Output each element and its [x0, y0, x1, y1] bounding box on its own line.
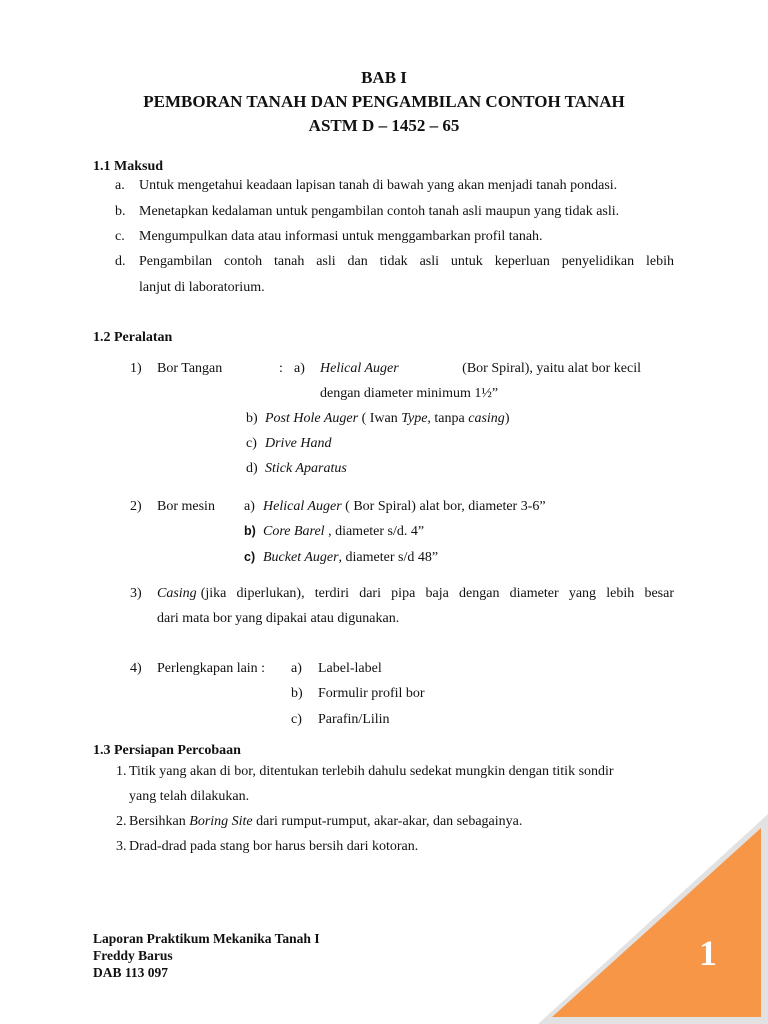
list-item-text-cont: yang telah dilakukan.: [129, 789, 250, 804]
term: casing: [468, 411, 505, 426]
sub-item-text: Formulir profil bor: [318, 686, 425, 701]
term: Post Hole Auger: [265, 411, 359, 426]
sub-marker: c): [291, 712, 302, 727]
text-part: dari rumput-rumput, akar-akar, dan sebagainya.: [252, 814, 523, 829]
item-number: 2): [130, 499, 142, 514]
chapter-title: PEMBORAN TANAH DAN PENGAMBILAN CONTOH TANAH: [143, 92, 625, 111]
list-marker: 1.: [116, 764, 127, 779]
chapter-label: BAB I: [361, 68, 407, 87]
list-item-text: Menetapkan kedalaman untuk pengambilan contoh tanah asli maupun yang tidak asli.: [139, 204, 620, 219]
item-label: Perlengkapan lain :: [157, 661, 266, 676]
casing-line: [157, 586, 674, 602]
sub-marker: d): [246, 461, 258, 476]
list-marker: b.: [115, 204, 126, 219]
casing-text-cont: dari mata bor yang dipakai atau digunakan.: [157, 611, 400, 626]
sub-item-b: [265, 411, 509, 427]
sub-marker: b): [244, 524, 256, 538]
list-item-text: Drad-drad pada stang bor harus bersih dari kotoran.: [129, 839, 419, 854]
sub-item-a: [263, 499, 546, 515]
sub-marker: a): [244, 499, 255, 514]
sub-item-b: [263, 524, 424, 540]
item-label: Bor Tangan: [157, 361, 223, 376]
sub-marker: c): [246, 436, 257, 451]
section-heading-maksud: 1.1 Maksud: [93, 159, 164, 174]
term: Core Barel: [263, 524, 325, 539]
colon: :: [279, 361, 283, 376]
list-marker: a.: [115, 178, 125, 193]
sub-marker: a): [291, 661, 302, 676]
list-item-text: Pengambilan contoh tanah asli dan tidak asli untuk keperluan penyelidikan lebih: [139, 254, 674, 269]
sub-marker: b): [246, 411, 258, 426]
item-label: Bor mesin: [157, 499, 215, 514]
sub-marker: c): [244, 550, 256, 564]
item-number: 3): [130, 586, 142, 601]
sub-item-c: [263, 550, 438, 566]
text-part: , diameter s/d. 4”: [324, 524, 425, 539]
section-heading-peralatan: 1.2 Peralatan: [93, 330, 173, 345]
term: Casing: [157, 586, 197, 601]
text-part: , diameter s/d 48”: [338, 550, 439, 565]
text-part: ): [504, 411, 510, 426]
list-item-text: [129, 814, 522, 830]
footer-author: Freddy Barus: [93, 948, 173, 963]
term: Drive Hand: [265, 436, 332, 451]
sub-item-text: Parafin/Lilin: [318, 712, 390, 727]
item-number: 1): [130, 361, 142, 376]
list-item-text: Titik yang akan di bor, ditentukan terlebih dahulu sedekat mungkin dengan titik sondir: [129, 764, 614, 779]
text-part: ( Iwan: [358, 411, 402, 426]
list-item-text-cont: lanjut di laboratorium.: [139, 280, 265, 295]
sub-marker: a): [294, 361, 305, 376]
casing-text: (jika diperlukan), terdiri dari pipa baja dengan diameter yang lebih besar: [200, 586, 674, 601]
list-item-text: Mengumpulkan data atau informasi untuk menggambarkan profil tanah.: [139, 229, 543, 244]
text-part: Bersihkan: [129, 814, 190, 829]
list-marker: c.: [115, 229, 125, 244]
term: Bucket Auger: [263, 550, 339, 565]
term: Helical Auger: [320, 361, 399, 376]
page-corner-triangle: [538, 814, 768, 1024]
sub-item-a: [320, 361, 641, 377]
sub-marker: b): [291, 686, 303, 701]
list-marker: d.: [115, 254, 126, 269]
sub-item-text: Label-label: [318, 661, 382, 676]
term: Type: [401, 411, 428, 426]
page-number: 1: [699, 933, 717, 973]
list-marker: 2.: [116, 814, 127, 829]
term: Stick Aparatus: [265, 461, 347, 476]
section-heading-persiapan: 1.3 Persiapan Percobaan: [93, 743, 241, 758]
term: Boring Site: [189, 814, 253, 829]
list-item-text: Untuk mengetahui keadaan lapisan tanah di bawah yang akan menjadi tanah pondasi.: [139, 178, 618, 193]
footer-student-id: DAB 113 097: [93, 965, 169, 980]
footer-report-title: Laporan Praktikum Mekanika Tanah I: [93, 931, 320, 946]
sub-item-text-cont: dengan diameter minimum 1½”: [320, 386, 499, 401]
list-marker: 3.: [116, 839, 127, 854]
standard-code: ASTM D – 1452 – 65: [308, 116, 460, 135]
text-part: ( Bor Spiral) alat bor, diameter 3-6”: [341, 499, 546, 514]
sub-item-text: (Bor Spiral), yaitu alat bor kecil: [462, 361, 641, 376]
term: Helical Auger: [263, 499, 342, 514]
text-part: , tanpa: [427, 411, 469, 426]
item-number: 4): [130, 661, 142, 676]
